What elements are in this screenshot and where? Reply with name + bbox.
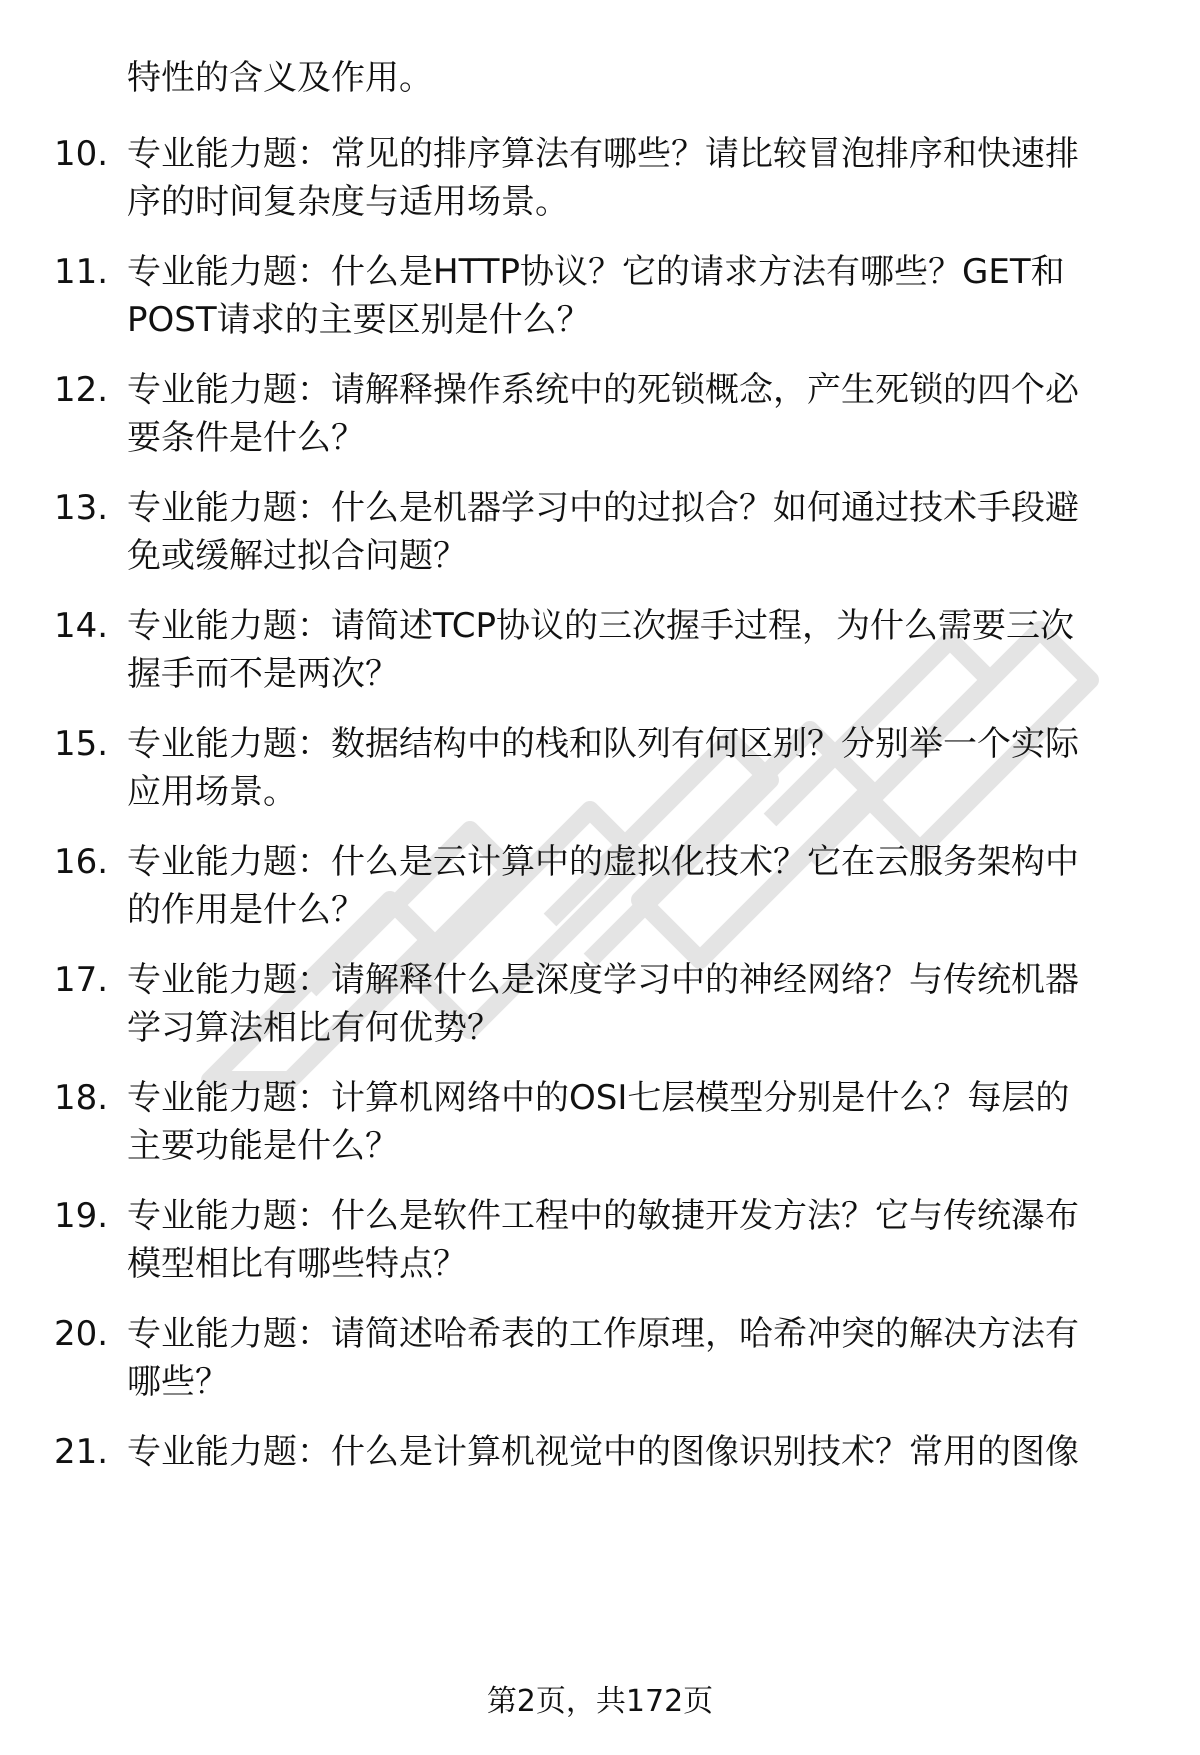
question-text-line: 的作用是什么？ [127, 890, 365, 930]
question-number: 16. [54, 842, 109, 882]
question-text-line: 专业能力题：什么是软件工程中的敏捷开发方法？它与传统瀑布 [127, 1196, 1079, 1236]
question-text-line: 模型相比有哪些特点？ [127, 1244, 467, 1284]
question-text-line: 学习算法相比有何优势？ [127, 1008, 501, 1048]
question-text-line: POST请求的主要区别是什么？ [127, 300, 591, 340]
question-number: 14. [54, 606, 109, 646]
question-number: 19. [54, 1196, 109, 1236]
question-text-line: 握手而不是两次？ [127, 654, 399, 694]
question-text-line: 专业能力题：计算机网络中的OSI七层模型分别是什么？每层的 [127, 1078, 1070, 1118]
question-number: 17. [54, 960, 109, 1000]
question-text-line: 专业能力题：什么是计算机视觉中的图像识别技术？常用的图像 [127, 1432, 1079, 1472]
question-number: 15. [54, 724, 109, 764]
question-text-line: 专业能力题：什么是云计算中的虚拟化技术？它在云服务架构中 [127, 842, 1079, 882]
question-text-line: 专业能力题：请简述TCP协议的三次握手过程，为什么需要三次 [127, 606, 1075, 646]
question-text-line: 免或缓解过拟合问题？ [127, 536, 467, 576]
question-text-line: 专业能力题：什么是机器学习中的过拟合？如何通过技术手段避 [127, 488, 1079, 528]
carryover-text: 特性的含义及作用。 [127, 58, 433, 98]
question-text-line: 应用场景。 [127, 772, 297, 812]
question-number: 13. [54, 488, 109, 528]
question-text-line: 专业能力题：数据结构中的栈和队列有何区别？分别举一个实际 [127, 724, 1079, 764]
question-number: 10. [54, 134, 109, 174]
question-text-line: 主要功能是什么？ [127, 1126, 399, 1166]
question-number: 21. [54, 1432, 109, 1472]
question-text-line: 专业能力题：请解释操作系统中的死锁概念，产生死锁的四个必 [127, 370, 1079, 410]
question-number: 18. [54, 1078, 109, 1118]
page-footer: 第2页，共172页 [486, 1684, 714, 1719]
question-text-line: 专业能力题：请解释什么是深度学习中的神经网络？与传统机器 [127, 960, 1079, 1000]
question-text-line: 序的时间复杂度与适用场景。 [127, 182, 569, 222]
question-text-line: 要条件是什么？ [127, 418, 365, 458]
question-text-line: 专业能力题：什么是HTTP协议？它的请求方法有哪些？GET和 [127, 252, 1065, 292]
question-text-line: 哪些？ [127, 1362, 229, 1402]
question-number: 11. [54, 252, 109, 292]
question-text-line: 专业能力题：常见的排序算法有哪些？请比较冒泡排序和快速排 [127, 134, 1079, 174]
question-text-line: 专业能力题：请简述哈希表的工作原理，哈希冲突的解决方法有 [127, 1314, 1079, 1354]
question-number: 12. [54, 370, 109, 410]
question-number: 20. [54, 1314, 109, 1354]
